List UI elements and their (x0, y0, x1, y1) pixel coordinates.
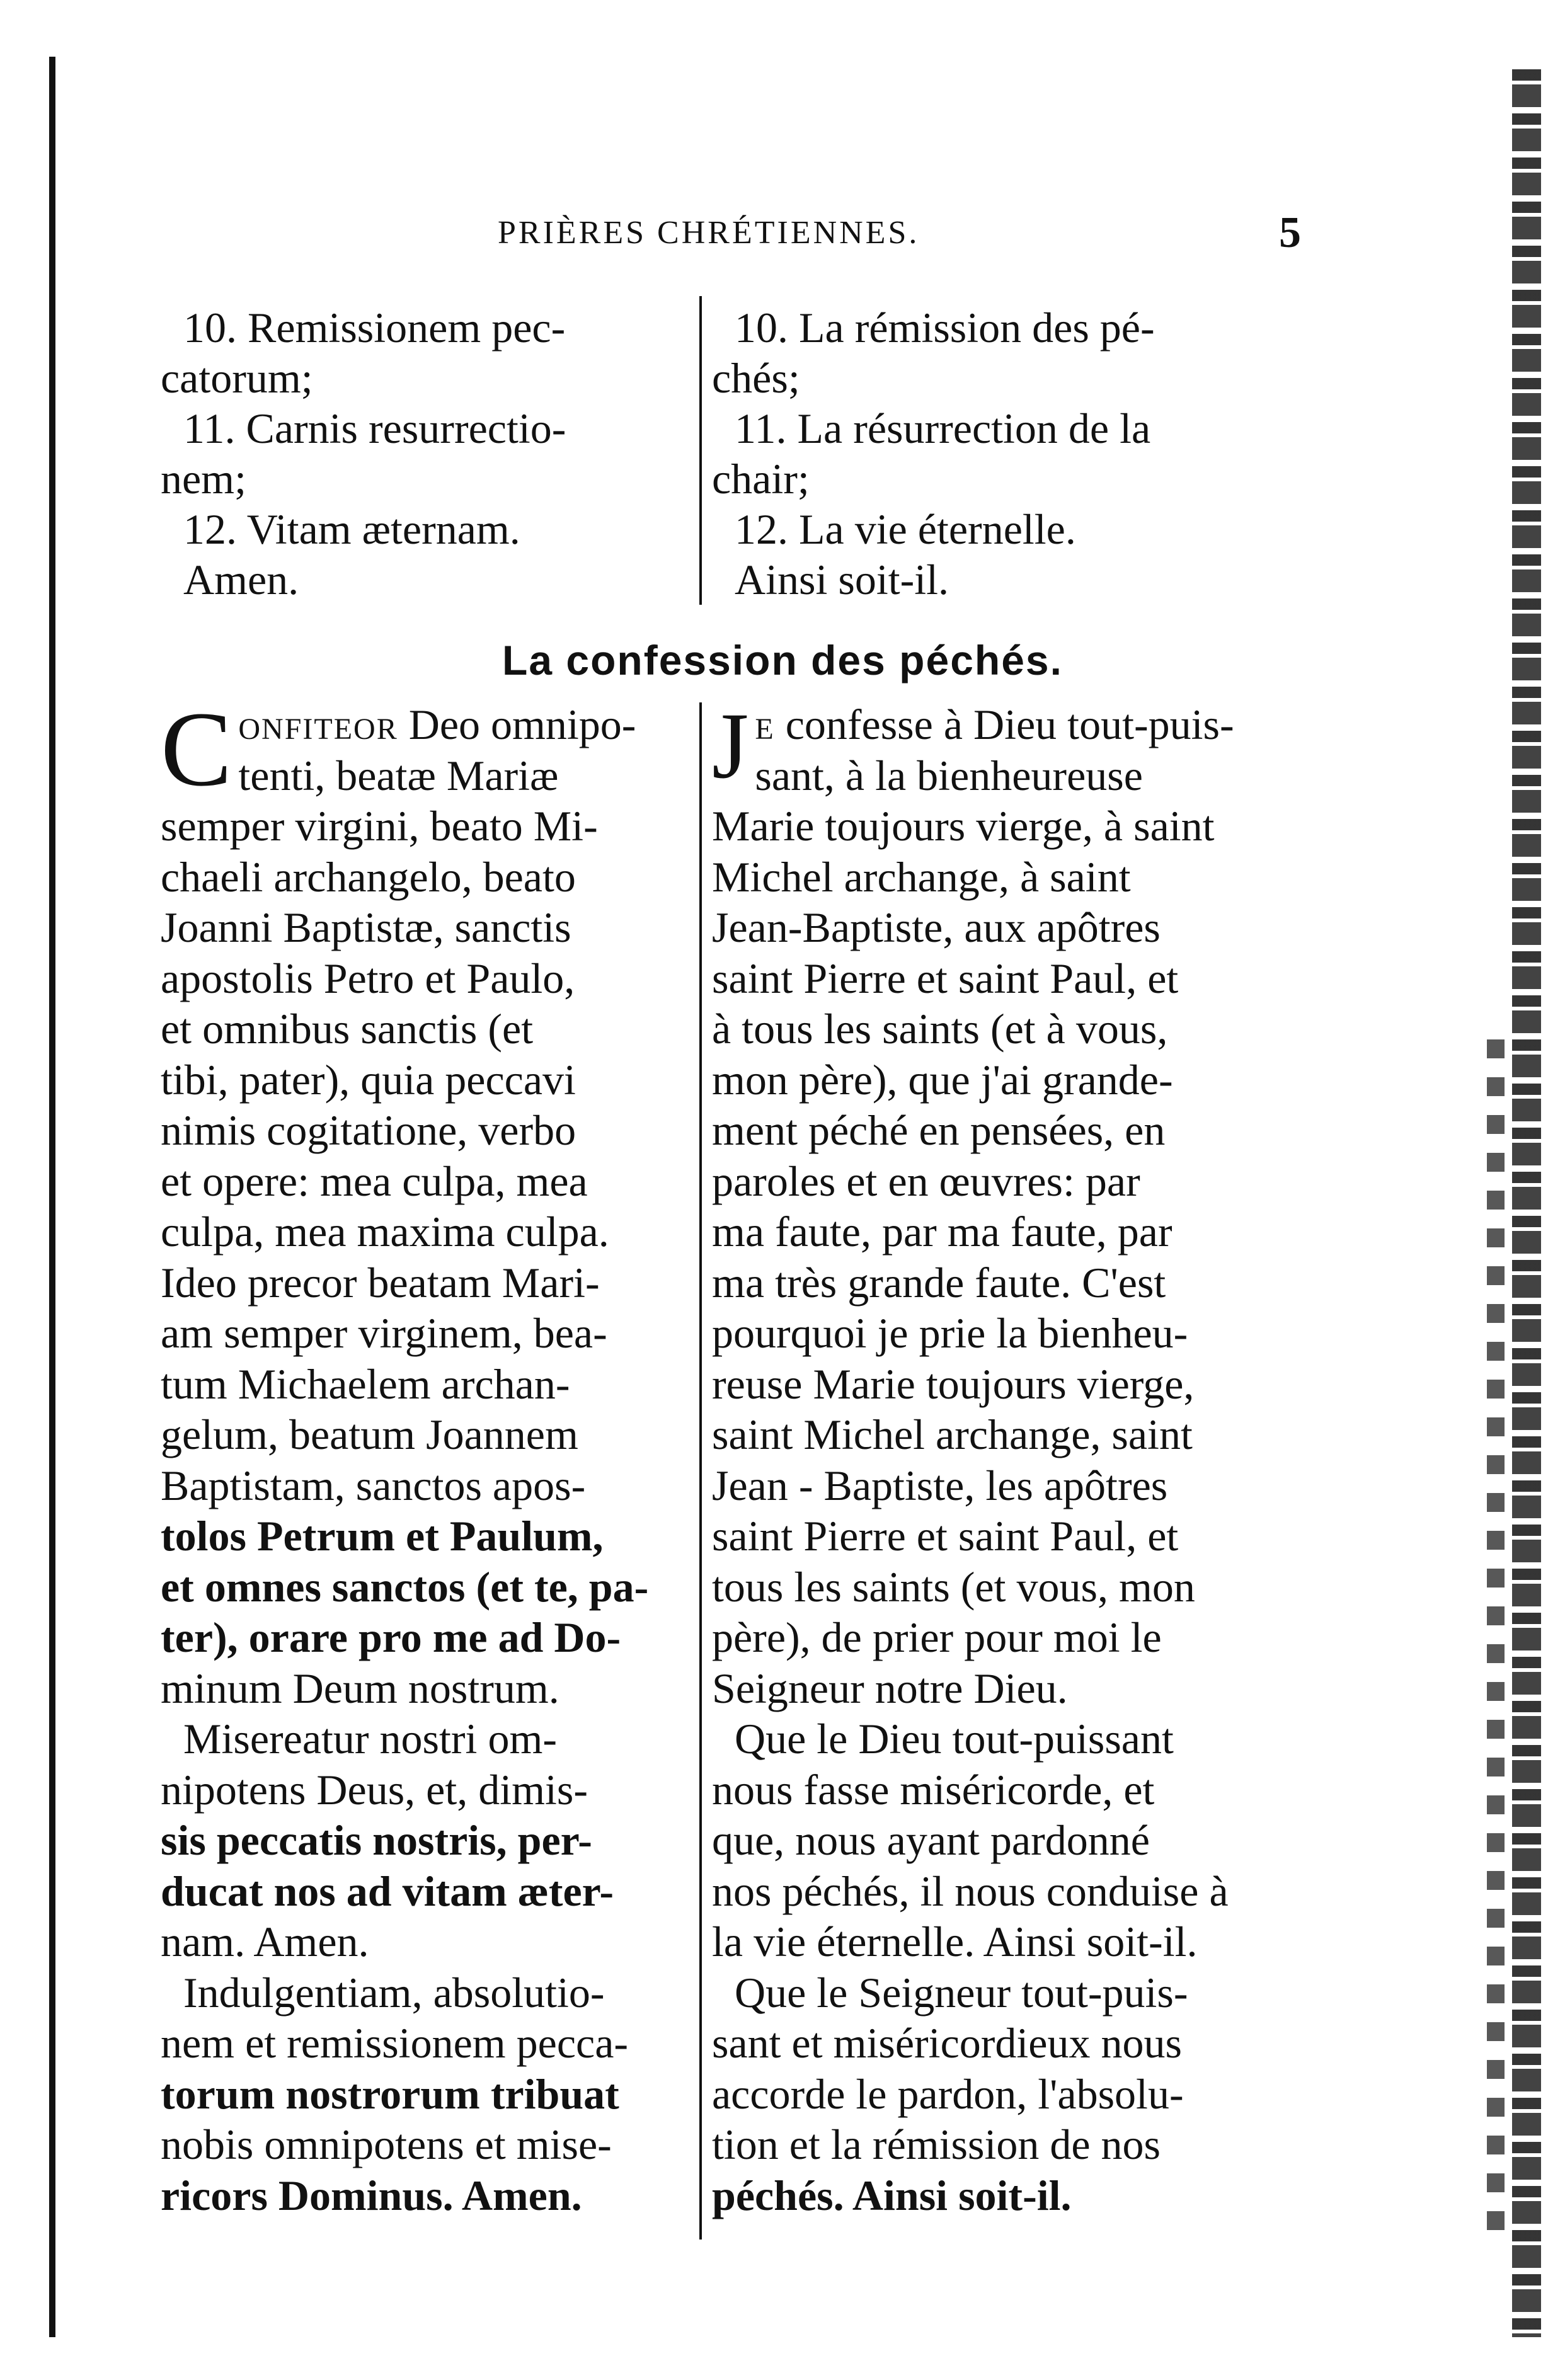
french-line: reuse Marie toujours vierge, (712, 1359, 1195, 1408)
latin-line: tenti, beatæ Mariæ (238, 751, 559, 799)
creed-latin-line: 12. Vitam æternam. (183, 505, 520, 553)
latin-line: tum Michaelem archan- (161, 1359, 570, 1408)
creed-french-line: Ainsi soit-il. (735, 556, 949, 604)
right-scan-edge (1512, 69, 1541, 2337)
french-line: saint Michel archange, saint (712, 1410, 1193, 1458)
french-line: que, nous ayant pardonné (712, 1816, 1150, 1864)
column-divider-main (699, 702, 702, 2240)
latin-line: Indulgentiam, absolutio- (183, 1968, 605, 2017)
french-line: mon père), que j'ai grande- (712, 1055, 1173, 1104)
creed-latin-line: nem; (161, 455, 246, 503)
creed-latin-line: 11. Carnis resurrectio- (183, 404, 566, 452)
latin-line: ricors Dominus. Amen. (161, 2171, 582, 2219)
creed-french-line: chair; (712, 455, 810, 503)
latin-line: chaeli archangelo, beato (161, 852, 576, 901)
french-line: confesse à Dieu tout-puis- (774, 701, 1234, 748)
left-scan-edge (49, 57, 55, 2337)
french-line: Seigneur notre Dieu. (712, 1664, 1068, 1712)
french-line: péchés. Ainsi soit-il. (712, 2171, 1072, 2219)
creed-french-line: 12. La vie éternelle. (735, 505, 1076, 553)
latin-line: semper virgini, beato Mi- (161, 802, 598, 850)
french-line: accorde le pardon, l'absolu- (712, 2069, 1184, 2118)
french-line: ma très grande faute. C'est (712, 1258, 1166, 1307)
confiteor-latin-column (161, 690, 696, 2221)
creed-latin-column (161, 302, 696, 605)
french-line: Jean-Baptiste, aux apôtres (712, 903, 1161, 951)
latin-line: et opere: mea culpa, mea (161, 1157, 588, 1205)
latin-first-word: onfiteor (238, 701, 398, 748)
french-line: Marie toujours vierge, à saint (712, 802, 1215, 850)
latin-line: tolos Petrum et Paulum, (161, 1512, 604, 1560)
latin-line: et omnibus sanctis (et (161, 1005, 534, 1053)
creed-french-line: chés; (712, 354, 800, 402)
latin-line: nimis cogitatione, verbo (161, 1106, 576, 1154)
latin-line: minum Deum nostrum. (161, 1664, 559, 1712)
latin-line: tibi, pater), quia peccavi (161, 1055, 576, 1104)
latin-line: apostolis Petro et Paulo, (161, 954, 575, 1002)
french-line: Michel archange, à saint (712, 852, 1131, 901)
french-line: tion et la rémission de nos (712, 2120, 1161, 2168)
latin-line: torum nostrorum tribuat (161, 2069, 619, 2118)
french-line: Jean - Baptiste, les apôtres (712, 1461, 1168, 1509)
page-header (0, 208, 1565, 265)
french-line: la vie éternelle. Ainsi soit-il. (712, 1918, 1198, 1965)
section-title: La confession des péchés. (502, 637, 1063, 684)
creed-french-line: 10. La rémission des pé- (735, 304, 1155, 352)
running-title: PRIÈRES CHRÉTIENNES. (498, 215, 920, 251)
creed-latin-line: 10. Remissionem pec- (183, 304, 566, 352)
latin-line: ducat nos ad vitam æter- (161, 1867, 614, 1915)
right-scan-edge-inner (1487, 1039, 1505, 2236)
french-first-word: e (755, 701, 775, 748)
french-line: Que le Dieu tout-puissant (735, 1715, 1174, 1763)
column-divider-top (699, 296, 702, 605)
latin-line: nobis omnipotens et mise- (161, 2120, 612, 2168)
french-dropcap: J (712, 694, 749, 798)
latin-line: nipotens Deus, et, dimis- (161, 1765, 588, 1814)
confiteor-french-column (712, 694, 1342, 2221)
latin-line: Ideo precor beatam Mari- (161, 1258, 600, 1307)
french-line: pourquoi je prie la bienheu- (712, 1309, 1188, 1357)
french-line: sant et miséricordieux nous (712, 2019, 1182, 2067)
latin-line: am semper virginem, bea- (161, 1309, 607, 1357)
latin-dropcap: C (161, 690, 232, 808)
creed-latin-line: Amen. (183, 556, 299, 604)
french-line: paroles et en œuvres: par (712, 1157, 1140, 1205)
latin-line: gelum, beatum Joannem (161, 1410, 578, 1458)
french-line: Que le Seigneur tout-puis- (735, 1968, 1188, 2017)
french-line: saint Pierre et saint Paul, et (712, 954, 1179, 1002)
latin-line: Baptistam, sanctos apos- (161, 1461, 586, 1509)
latin-line: Joanni Baptistæ, sanctis (161, 903, 571, 951)
creed-latin-line: catorum; (161, 354, 313, 402)
french-line: père), de prier pour moi le (712, 1613, 1162, 1661)
latin-line: Deo omnipo- (398, 701, 636, 748)
french-line: à tous les saints (et à vous, (712, 1005, 1168, 1053)
latin-line: culpa, mea maxima culpa. (161, 1208, 609, 1256)
french-line: nos péchés, il nous conduise à (712, 1867, 1229, 1915)
french-line: sant, à la bienheureuse (755, 751, 1143, 799)
latin-line: sis peccatis nostris, per- (161, 1816, 592, 1864)
creed-french-column (712, 302, 1342, 605)
latin-line: Misereatur nostri om- (183, 1715, 557, 1763)
latin-line: et omnes sanctos (et te, pa- (161, 1562, 649, 1611)
french-line: nous fasse miséricorde, et (712, 1765, 1155, 1814)
french-line: tous les saints (et vous, mon (712, 1562, 1195, 1611)
french-line: ment péché en pensées, en (712, 1106, 1166, 1154)
creed-french-line: 11. La résurrection de la (735, 404, 1151, 452)
latin-line: nam. Amen. (161, 1918, 369, 1965)
page-number: 5 (1279, 209, 1301, 257)
french-line: saint Pierre et saint Paul, et (712, 1512, 1179, 1560)
latin-line: ter), orare pro me ad Do- (161, 1613, 621, 1661)
french-line: ma faute, par ma faute, par (712, 1208, 1172, 1256)
latin-line: nem et remissionem pecca- (161, 2019, 629, 2067)
